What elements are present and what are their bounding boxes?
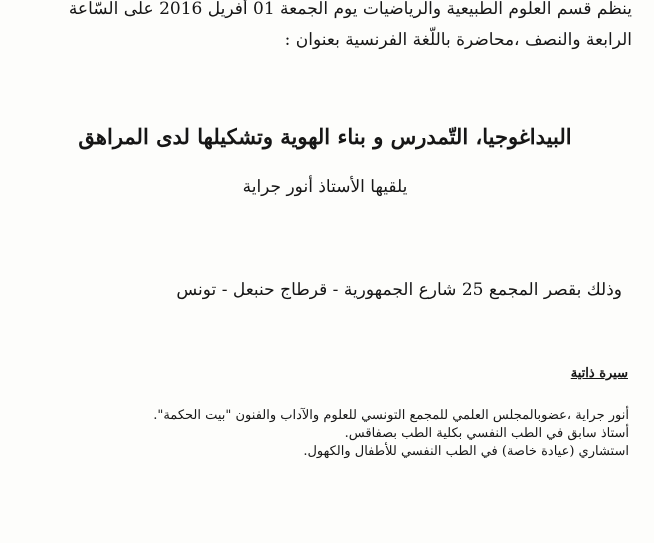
bio-line: استشاري (عيادة خاصة) في الطب النفسي للأطفال والكهول. xyxy=(303,444,629,459)
bio-heading: سيرة ذاتية xyxy=(570,366,628,381)
bio-line: أنور جراية ،عضوبالمجلس العلمي للمجمع التونسي للعلوم والآداب والفنون "بيت الحكمة". xyxy=(153,408,629,423)
lecture-title: البيداغوجيا، التّمدرس و بناء الهوية وتشكيلها لدى المراهق xyxy=(78,124,572,149)
intro-line: الرابعة والنصف ،محاضرة باللّغة الفرنسية بعنوان : xyxy=(284,30,632,50)
lecture-speaker: يلقيها الأستاذ أنور جراية xyxy=(242,177,408,197)
intro-line: ينظم قسم العلوم الطبيعية والرياضيات يوم الجمعة 01 أفريل 2016 على السّاعة xyxy=(68,0,632,19)
lecture-venue: وذلك بقصر المجمع 25 شارع الجمهورية - قرطاج حنبعل - تونس xyxy=(176,280,622,300)
bio-line: أستاذ سابق في الطب النفسي بكلية الطب بصفاقس. xyxy=(344,426,629,441)
announcement-intro xyxy=(18,0,632,56)
bio-list xyxy=(153,407,629,461)
